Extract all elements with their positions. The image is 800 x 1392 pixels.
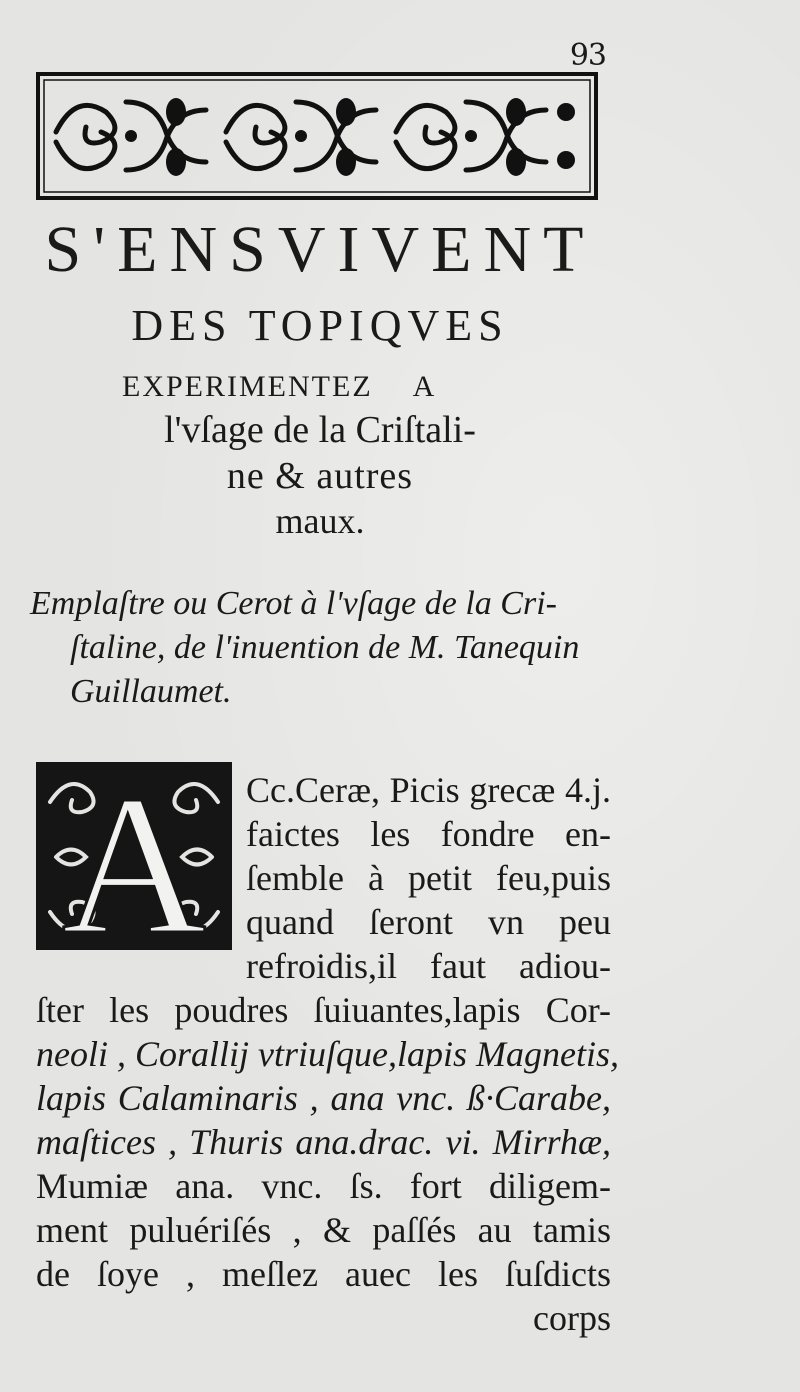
body-line: Cc.Ceræ, Picis grecæ 4.j. <box>246 770 611 810</box>
title-line-3-word: EXPERIMENTEZ <box>122 370 373 403</box>
dropcap-letter: A <box>61 762 207 950</box>
body-line: de ſoye , meſlez auec les ſuſdicts <box>36 1254 611 1294</box>
body-line: quand ſeront vn peu <box>246 902 611 942</box>
body-line: faictes les fondre en- <box>246 814 611 854</box>
body-text-full-width <box>36 988 619 1340</box>
title-line-3 <box>122 370 522 404</box>
recipe-heading <box>30 582 620 714</box>
catchword: corps <box>533 1298 611 1338</box>
recipe-heading-line: Guillaumet. <box>70 673 232 710</box>
decorated-initial-A <box>36 762 232 950</box>
title-line-2: DES TOPIQVES <box>131 301 509 350</box>
body-line: lapis Calaminaris , ana vnc. ß·Carabe, <box>36 1078 611 1118</box>
body-line: refroidis,il faut adiou- <box>246 946 611 986</box>
title-line-4: l'vſage de la Criſtali- <box>164 409 476 451</box>
ornamental-headpiece <box>36 72 598 200</box>
page-number: 93 <box>569 38 606 73</box>
title-line-1: S'ENSVIVENT <box>44 213 596 286</box>
body-line: Mumiæ ana. vnc. ſs. fort diligem- <box>36 1166 611 1206</box>
title-line-3-letter: A <box>412 370 437 403</box>
recipe-heading-line: Emplaſtre ou Cerot à l'vſage de la Cri- <box>30 585 557 622</box>
body-line: ſemble à petit feu,puis <box>246 858 611 898</box>
title-line-5: ne & autres <box>226 455 414 497</box>
body-line: ment puluériſés , & paſſés au tamis <box>36 1210 611 1250</box>
title-line-6: maux. <box>275 501 365 541</box>
recipe-heading-line: ſtaline, de l'inuention de M. Tanequin <box>70 629 580 666</box>
body-line: maſtices , Thuris ana.drac. vi. Mirrhæ, <box>36 1122 611 1162</box>
body-line: neoli , Corallij vtriuſque,lapis Magnetis, <box>36 1034 619 1074</box>
body-line: ſter les poudres ſuiuantes,lapis Cor- <box>36 990 611 1030</box>
body-text-beside-initial <box>246 768 611 988</box>
